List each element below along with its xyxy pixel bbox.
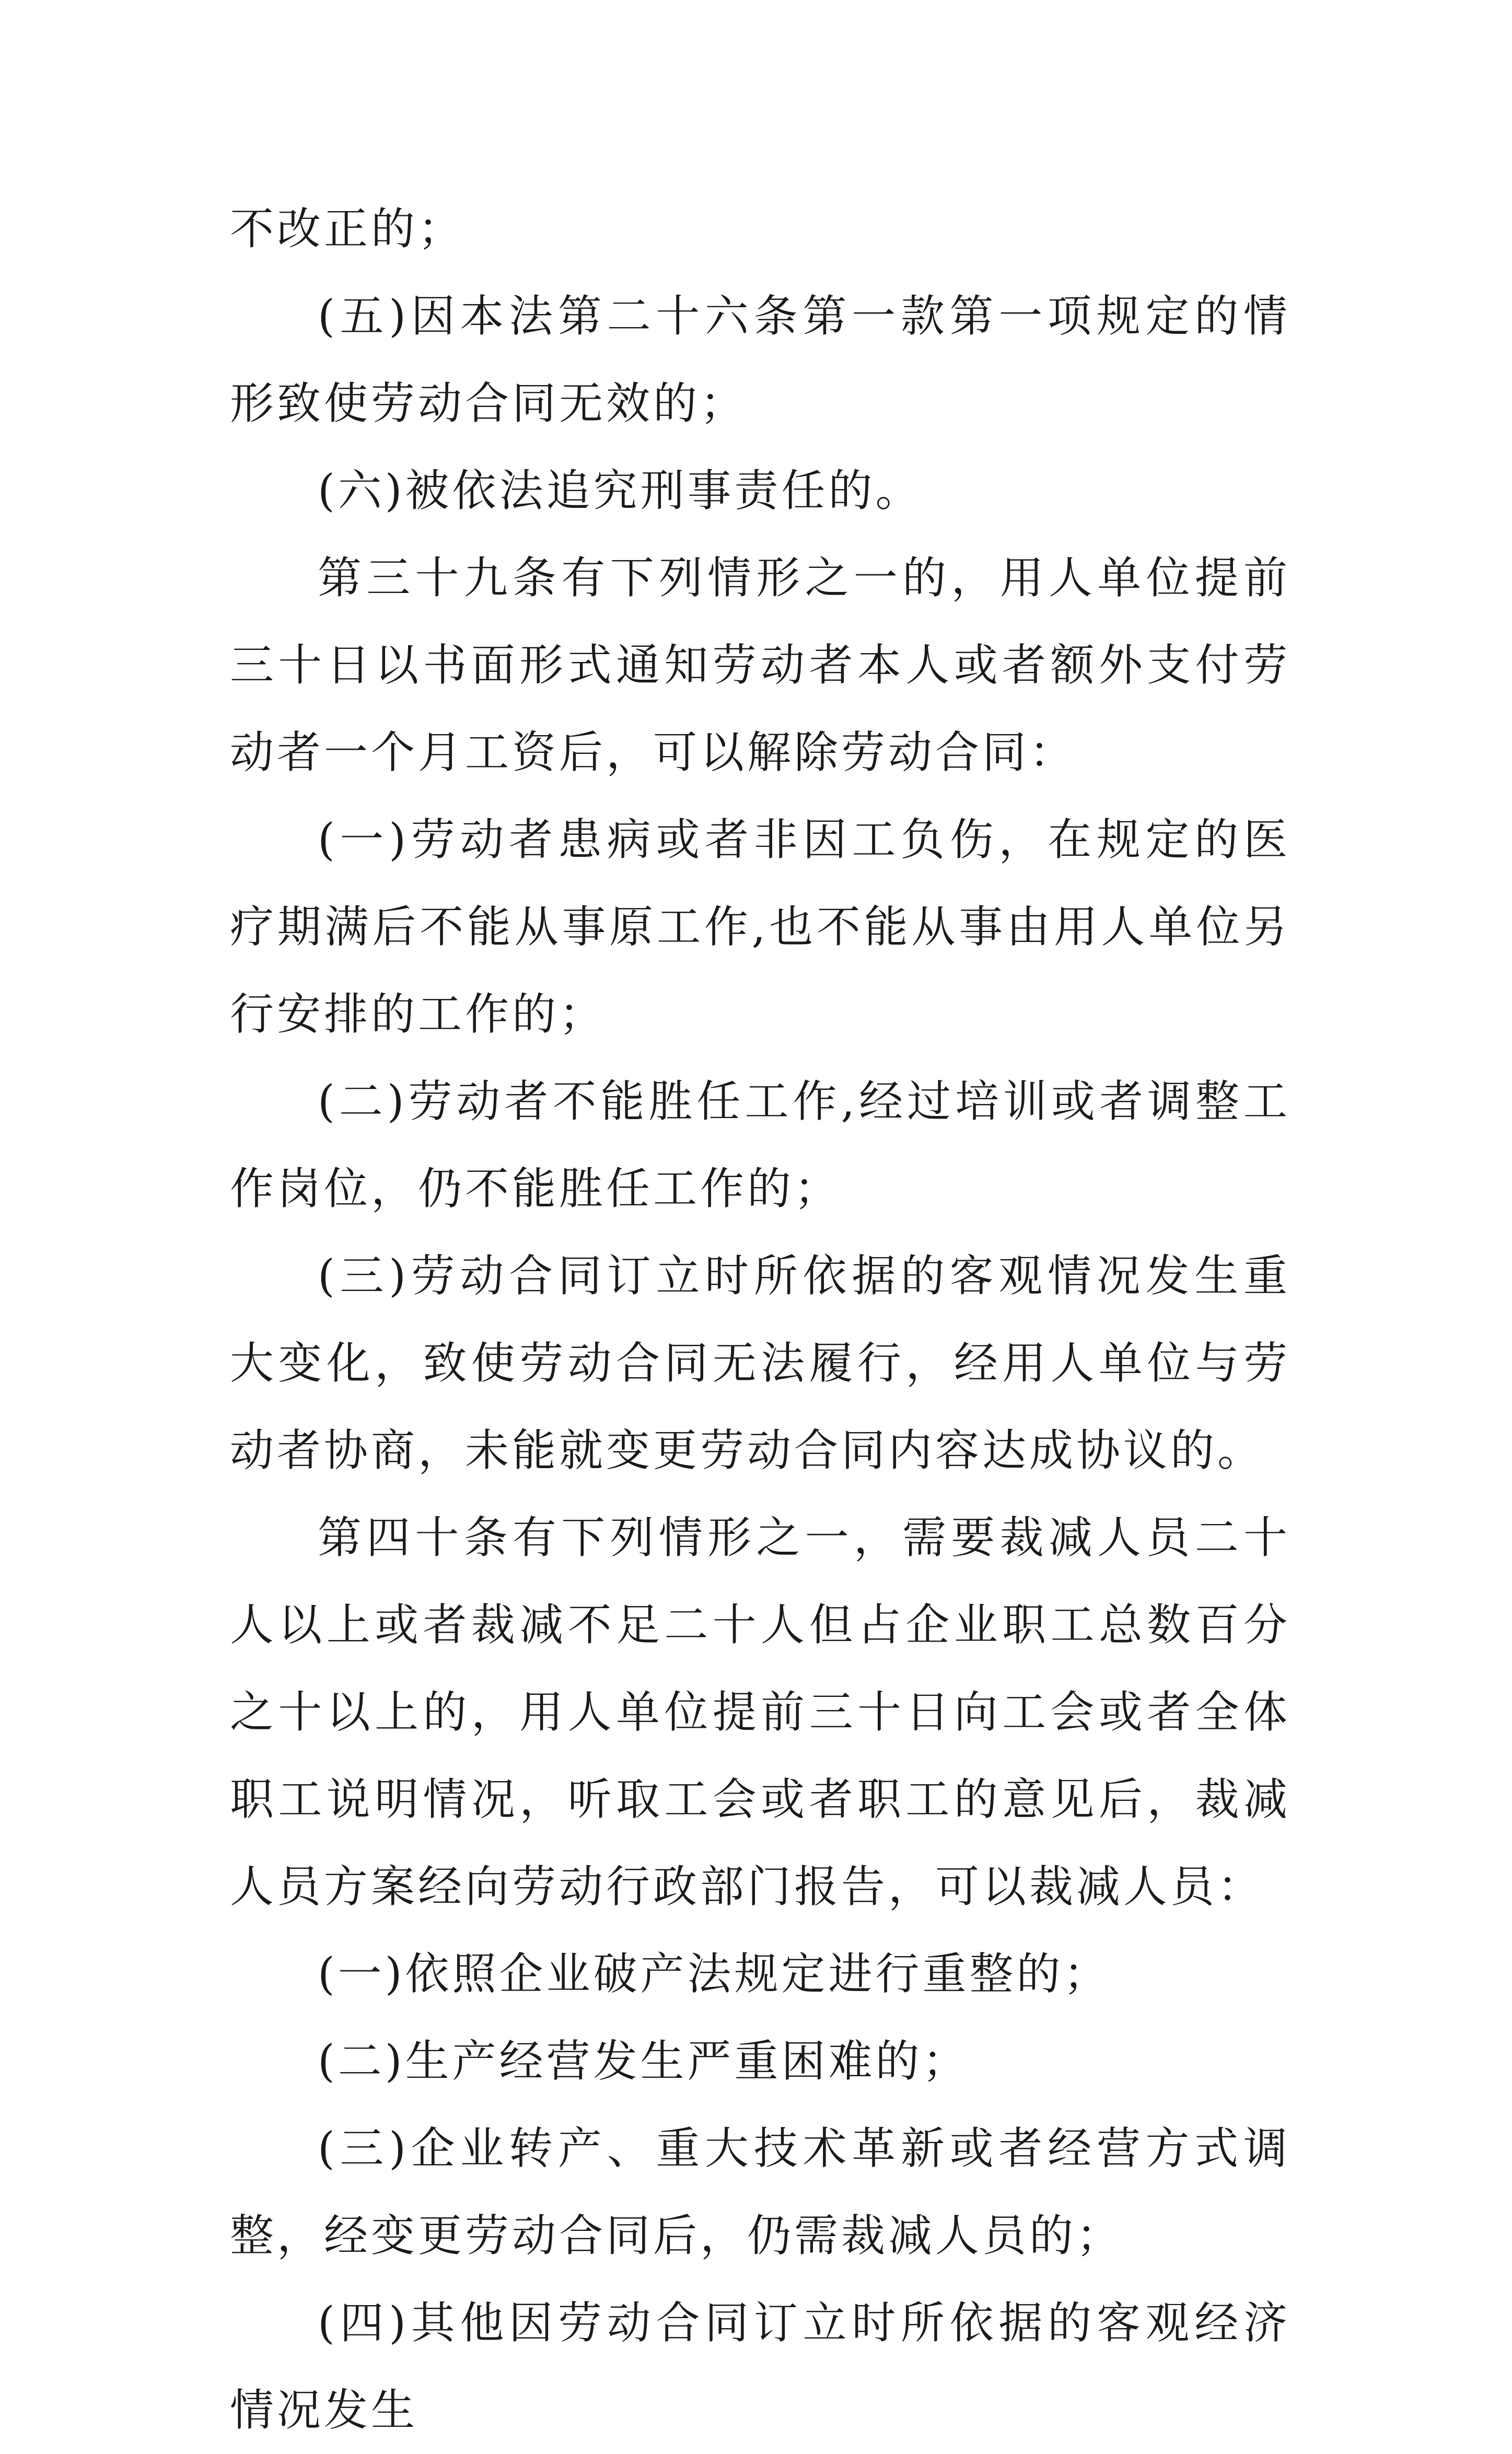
body-text bbox=[230, 185, 1290, 2454]
paragraph: (二)劳动者不能胜任工作,经过培训或者调整工作岗位，仍不能胜任工作的； bbox=[230, 1076, 1290, 1214]
paragraph: 不改正的； bbox=[230, 203, 466, 254]
paragraph: (三)企业转产、重大技术革新或者经营方式调整，经变更劳动合同后，仍需裁减人员的； bbox=[230, 2123, 1290, 2261]
paragraph: (四)其他因劳动合同订立时所依据的客观经济情况发生 bbox=[230, 2297, 1290, 2436]
paragraph: (二)生产经营发生严重困难的； bbox=[318, 2036, 970, 2087]
paragraph: (一)劳动者患病或者非因工负伤，在规定的医疗期满后不能从事原工作,也不能从事由用人单位另行安排的工作的； bbox=[230, 814, 1290, 1040]
paragraph: (一)依照企业破产法规定进行重整的； bbox=[318, 1948, 1111, 1999]
paragraph: 第三十九条有下列情形之一的，用人单位提前三十日以书面形式通知劳动者本人或者额外支付劳动者一个月工资后，可以解除劳动合同： bbox=[230, 552, 1290, 778]
paragraph: (六)被依法追究刑事责任的。 bbox=[318, 465, 923, 516]
paragraph: 第四十条有下列情形之一，需要裁减人员二十人以上或者裁减不足二十人但占企业职工总数百分之十以上的，用人单位提前三十日向工会或者全体职工说明情况，听取工会或者职工的意见后，裁减人员方案经向劳动行政部门报告，可以裁减人员： bbox=[230, 1512, 1290, 1912]
paragraph: (五)因本法第二十六条第一款第一项规定的情形致使劳动合同无效的； bbox=[230, 290, 1290, 429]
paragraph: (三)劳动合同订立时所依据的客观情况发生重大变化，致使劳动合同无法履行，经用人单位与劳动者协商，未能就变更劳动合同内容达成协议的。 bbox=[230, 1250, 1290, 1476]
